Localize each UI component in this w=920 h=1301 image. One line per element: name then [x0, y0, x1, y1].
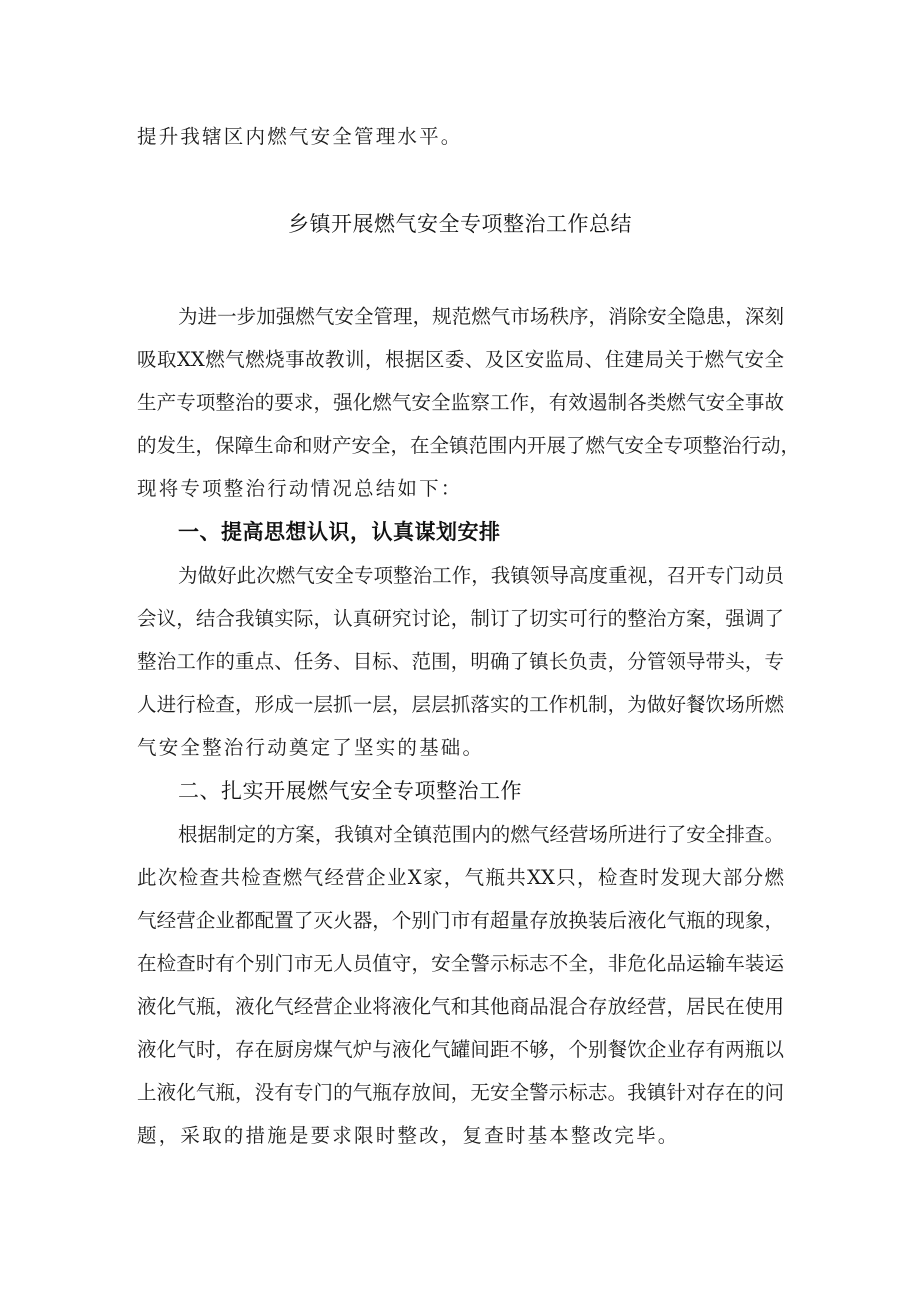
paragraph-3-line-3: 气经营企业都配置了灭火器，个别门市有超量存放换装后液化气瓶的现象， [137, 909, 784, 932]
paragraph-3-line-6: 液化气时，存在厨房煤气炉与液化气罐间距不够，个别餐饮企业存有两瓶以 [137, 1038, 784, 1061]
paragraph-1-line-1: 为进一步加强燃气安全管理，规范燃气市场秩序，消除安全隐患，深刻 [178, 305, 784, 328]
paragraph-1-line-5: 现将专项整治行动情况总结如下： [137, 477, 463, 500]
section-heading-1: 一、提高思想认识，认真谋划安排 [178, 520, 501, 544]
paragraph-1-line-2: 吸取XX燃气燃烧事故教训，根据区委、及区安监局、住建局关于燃气安全 [137, 348, 784, 371]
paragraph-3-line-7: 上液化气瓶，没有专门的气瓶存放间，无安全警示标志。我镇针对存在的问 [137, 1081, 784, 1104]
paragraph-3-line-8: 题，采取的措施是要求限时整改，复查时基本整改完毕。 [137, 1124, 680, 1147]
paragraph-2-line-4: 人进行检查，形成一层抓一层，层层抓落实的工作机制，为做好餐饮场所燃 [137, 693, 784, 716]
intro-tail-text: 提升我辖区内燃气安全管理水平。 [137, 125, 463, 148]
paragraph-2-line-1: 为做好此次燃气安全专项整治工作，我镇领导高度重视，召开专门动员 [178, 564, 784, 587]
paragraph-1-line-3: 生产专项整治的要求，强化燃气安全监察工作，有效遏制各类燃气安全事故 [137, 391, 784, 414]
paragraph-3-line-1: 根据制定的方案，我镇对全镇范围内的燃气经营场所进行了安全排查。 [178, 823, 784, 846]
paragraph-3-line-5: 液化气瓶，液化气经营企业将液化气和其他商品混合存放经营，居民在使用 [137, 995, 784, 1018]
paragraph-2-line-5: 气安全整治行动奠定了坚实的基础。 [137, 736, 485, 759]
paragraph-3-line-2: 此次检查共检查燃气经营企业X家，气瓶共XX只，检查时发现大部分燃 [137, 866, 784, 889]
section-heading-2: 二、扎实开展燃气安全专项整治工作 [178, 779, 522, 803]
paragraph-2-line-2: 会议，结合我镇实际，认真研究讨论，制订了切实可行的整治方案，强调了 [137, 607, 784, 630]
paragraph-3-line-4: 在检查时有个别门市无人员值守，安全警示标志不全，非危化品运输车装运 [137, 952, 784, 975]
document-title: 乡镇开展燃气安全专项整治工作总结 [288, 212, 632, 236]
paragraph-2-line-3: 整治工作的重点、任务、目标、范围，明确了镇长负责，分管领导带头，专 [137, 650, 784, 673]
paragraph-1-line-4: 的发生，保障生命和财产安全，在全镇范围内开展了燃气安全专项整治行动， [137, 434, 801, 457]
